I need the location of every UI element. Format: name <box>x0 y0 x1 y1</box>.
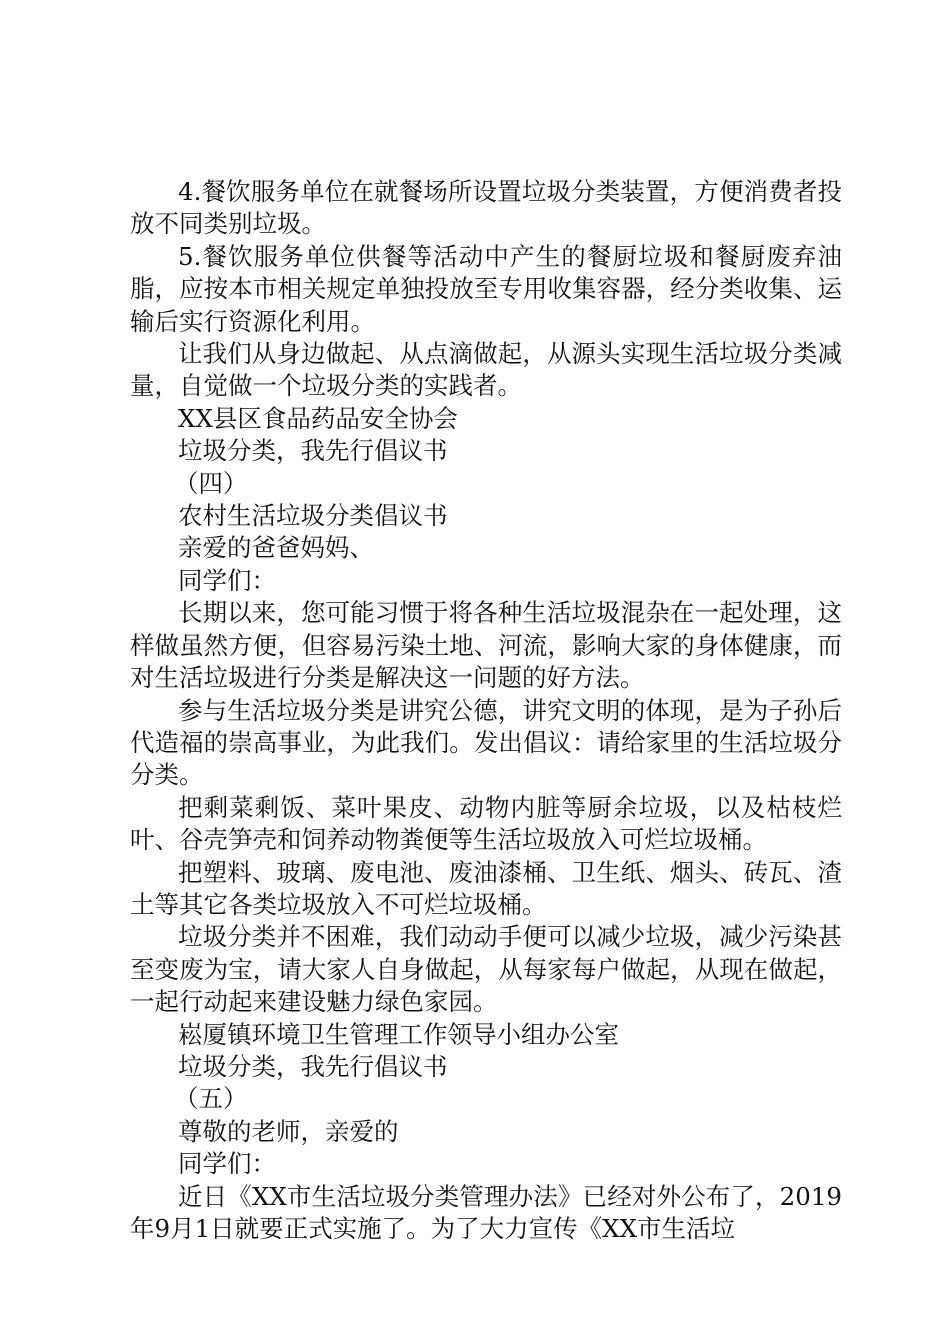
paragraph-participate: 参与生活垃圾分类是讲究公德，讲究文明的体现，是为子孙后代造福的崇高事业，为此我们。发出倡议：请给家里的生活垃圾分分类。 <box>130 695 842 790</box>
salutation-parents: 亲爱的爸爸妈妈、 <box>178 533 374 563</box>
salutation-students: 同学们： <box>178 565 276 595</box>
section-title: 垃圾分类，我先行倡议书 <box>178 436 448 466</box>
paragraph-long-time: 长期以来，您可能习惯于将各种生活垃圾混杂在一起处理，这样做虽然方便，但容易污染土地、河流，影响大家的身体健康，而对生活垃圾进行分类是解决这一问题的好方法。 <box>130 598 842 693</box>
paragraph-not-difficult: 垃圾分类并不困难，我们动动手便可以减少垃圾，减少污染甚至变废为宝，请大家人自身做起，从每家每户做起，从现在做起，一起行动起来建设魅力绿色家园。 <box>130 922 842 1017</box>
signature-association: XX县区食品药品安全协会 <box>178 403 458 433</box>
section-number: （五） <box>174 1084 248 1114</box>
salutation-students: 同学们： <box>178 1149 276 1179</box>
paragraph-non-compostable: 把塑料、玻璃、废电池、废油漆桶、卫生纸、烟头、砖瓦、渣土等其它各类垃圾放入不可烂垃圾桶。 <box>130 857 842 919</box>
paragraph-item-4: 4.餐饮服务单位在就餐场所设置垃圾分类装置，方便消费者投放不同类别垃圾。 <box>130 177 842 239</box>
paragraph-item-5: 5.餐饮服务单位供餐等活动中产生的餐厨垃圾和餐厨废弃油脂，应按本市相关规定单独投放至专用收集容器，经分类收集、运输后实行资源化利用。 <box>130 241 842 336</box>
section-number: （四） <box>174 468 248 498</box>
letter-title: 农村生活垃圾分类倡议书 <box>178 501 448 531</box>
section-title: 垃圾分类，我先行倡议书 <box>178 1051 448 1081</box>
document-body <box>130 176 842 1245</box>
paragraph-compostable: 把剩菜剩饭、菜叶果皮、动物内脏等厨余垃圾，以及枯枝烂叶、谷壳笋壳和饲养动物粪便等生活垃圾放入可烂垃圾桶。 <box>130 792 842 855</box>
signature-office: 崧厦镇环境卫生管理工作领导小组办公室 <box>178 1019 619 1049</box>
paragraph-call-to-action: 让我们从身边做起、从点滴做起，从源头实现生活垃圾分类减量，自觉做一个垃圾分类的实践者。 <box>130 339 842 401</box>
paragraph-recently: 近日《XX市生活垃圾分类管理办法》已经对外公布了，2019年9月1日就要正式实施了。为了大力宣传《XX市生活垃 <box>130 1181 842 1243</box>
salutation-teachers: 尊敬的老师，亲爱的 <box>178 1116 399 1146</box>
